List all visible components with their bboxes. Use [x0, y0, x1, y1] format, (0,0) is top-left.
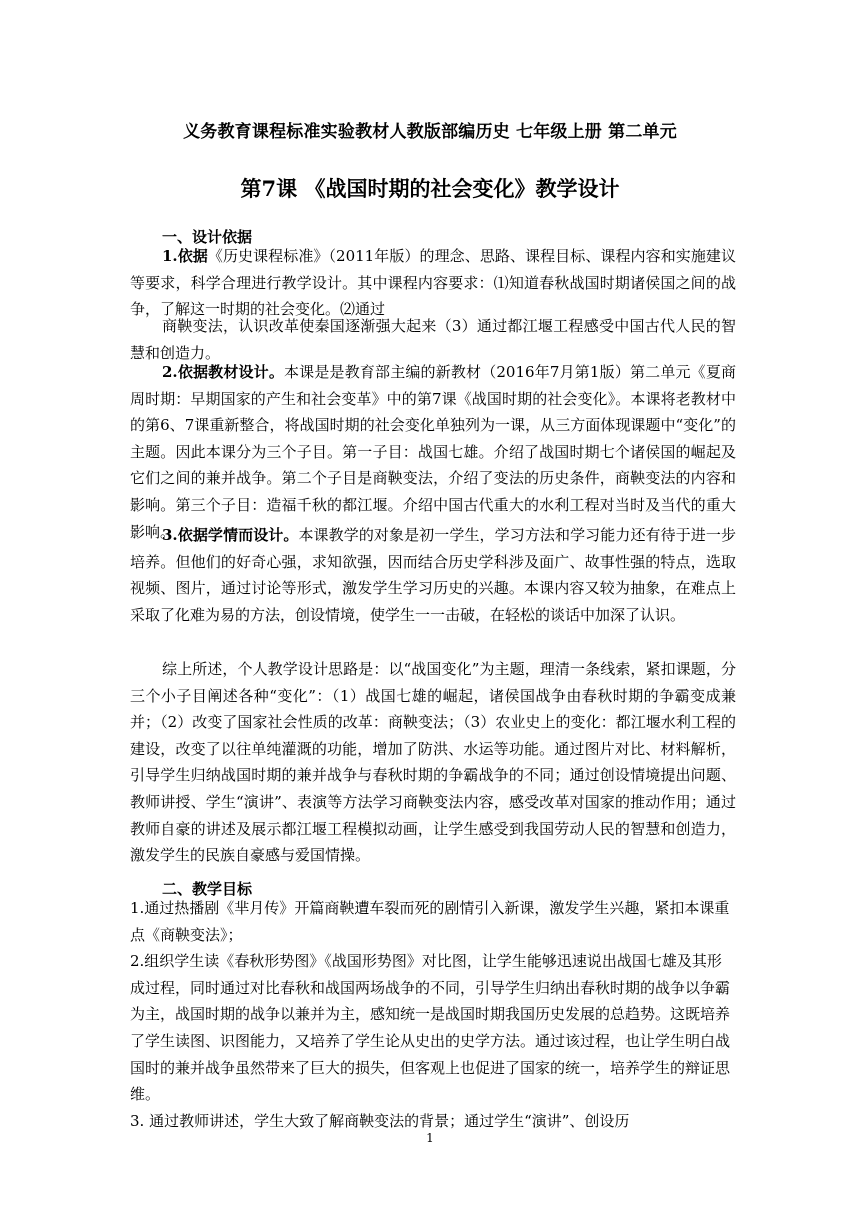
section2-heading: 二、教学目标	[162, 880, 253, 898]
page-number: 1	[426, 1131, 434, 1145]
basis-paragraph-1-continued: 商鞅变法，认识改革使秦国逐渐强大起来（3）通过都江堰工程感受中国古代人民的智慧和创造力。	[130, 317, 736, 362]
objective-item-2: 2.组织学生读《春秋形势图》《战国形势图》对比图，让学生能够迅速说出战国七雄及其形成过程，同时通过对比春秋和战国两场战争的不同，引导学生归纳出春秋时期的战争以争霸为主，战国时期的战争以兼并为主，感知统一是战国时期我国历史发展的总趋势。这既培养了学生读图、识图能力，又培养了学生论从史出的史学方法。通过该过程，也让学生明白战国时的兼并战争虽然带来了巨大的损失，但客观上也促进了国家的统一，培养学生的辩证思维。	[130, 952, 731, 1104]
basis-paragraph-2	[130, 359, 736, 545]
basis-2-text: 本课是是教育部主编的新教材（2016年7月第1版）第二单元《夏商周时期：早期国家的产生和社会变革》中的第7课《战国时期的社会变化》。本课将老教材中的第6、7课重新整合，将战国时期的社会变化单独列为一课，从三方面体现课题中“变化”的主题。因此本课分为三个子目。第一子目：战国七雄。介绍了战国时期七个诸侯国的崛起及它们之间的兼并战争。第二个子目是商鞅变法，介绍了变法的历史条件，商鞅变法的内容和影响。第三个子目：造福千秋的都江堰。介绍中国古代重大的水利工程对当时及当代的重大影响。	[130, 363, 736, 541]
basis-paragraph-1	[130, 243, 736, 323]
basis-1-lead: 1.依据	[162, 247, 208, 265]
summary-paragraph: 综上所述，个人教学设计思路是：以“战国变化”为主题，理清一条线索，紧扣课题，分三个小子目阐述各种“变化”：（1）战国七雄的崛起，诸侯国战争由春秋时期的争霸变成兼并；（2）改变了国家社会性质的改革：商鞅变法；（3）农业史上的变化：都江堰水利工程的建设，改变了以往单纯灌溉的功能，增加了防洪、水运等功能。通过图片对比、材料解析，引导学生归纳战国时期的兼并战争与春秋时期的争霸战争的不同；通过创设情境提出问题、教师讲授、学生“演讲”、表演等方法学习商鞅变法内容，感受改革对国家的推动作用；通过教师自豪的讲述及展示都江堰工程模拟动画，让学生感受到我国劳动人民的智慧和创造力，激发学生的民族自豪感与爱国情操。	[130, 660, 736, 865]
objective-item-3: 3. 通过教师讲述，学生大致了解商鞅变法的背景；通过学生“演讲”、创设历	[130, 1111, 630, 1130]
basis-3-text: 本课教学的对象是初一学生，学习方法和学习能力还有待于进一步培养。但他们的好奇心强，求知欲强，因而结合历史学科涉及面广、故事性强的特点，选取视频、图片，通过讨论等形式，激发学生学习历史的兴趣。本课内容又较为抽象，在难点上采取了化难为易的方法，创设情境，使学生一一击破，在轻松的谈话中加深了认识。	[130, 526, 736, 624]
objectives-list	[130, 895, 736, 1134]
basis-paragraph-3	[130, 522, 736, 628]
lesson-title: 第7课 《战国时期的社会变化》教学设计	[240, 176, 620, 201]
basis-3-lead: 3.依据学情而设计。	[162, 526, 299, 544]
unit-header: 义务教育课程标准实验教材人教版部编历史 七年级上册 第二单元	[183, 122, 677, 142]
section1-heading: 一、设计依据	[162, 228, 253, 246]
objective-item-1: 1.通过热播剧《芈月传》开篇商鞅遭车裂而死的剧情引入新课，激发学生兴趣，紧扣本课重点《商鞅变法》；	[130, 899, 730, 944]
basis-1-text: 《历史课程标准》（2011年版）的理念、思路、课程目标、课程内容和实施建议等要求，科学合理进行教学设计。其中课程内容要求：⑴知道春秋战国时期诸侯国之间的战争，了解这一时期的社会变化。⑵通过	[130, 247, 736, 319]
basis-2-lead: 2.依据教材设计。	[162, 363, 285, 381]
